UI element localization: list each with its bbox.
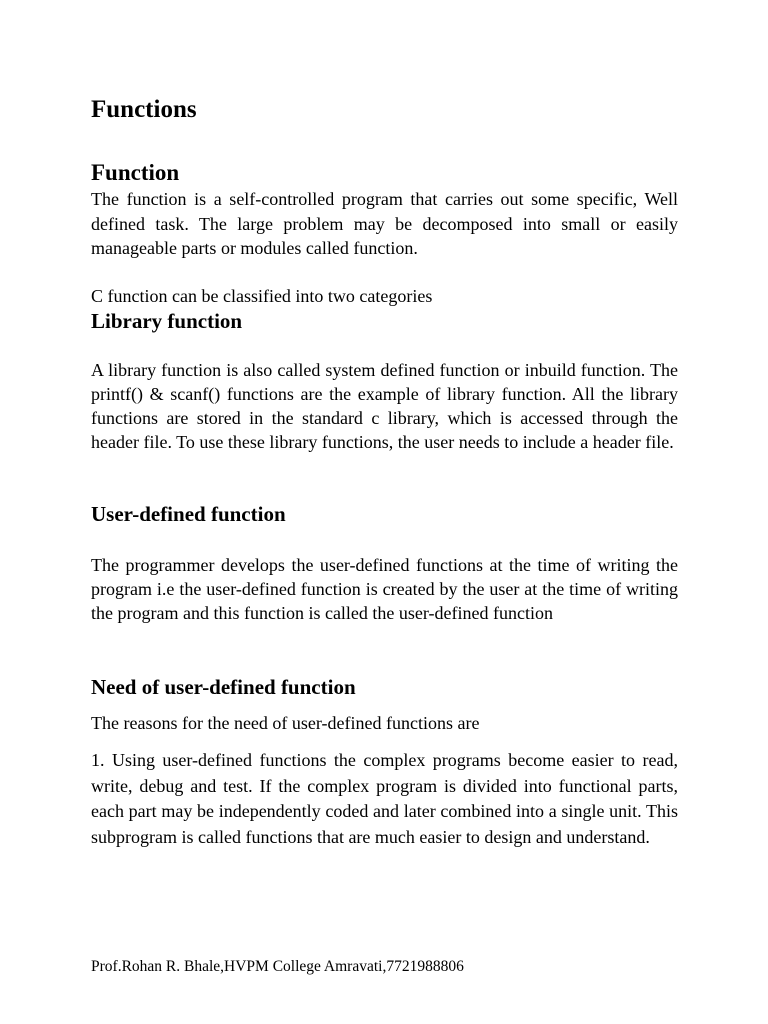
- function-definition-paragraph: The function is a self-controlled program that carries out some specific, Well defined task. The large problem may be decomposed into small or easily manageable parts or modules called function.: [91, 189, 678, 258]
- need-intro-paragraph: The reasons for the need of user-defined functions are: [91, 713, 480, 733]
- categories-note: C function can be classified into two categories: [91, 286, 433, 306]
- document-page: [91, 0, 678, 1024]
- page-footer: Prof.Rohan R. Bhale,HVPM College Amravati,7721988806: [91, 958, 464, 975]
- section-heading-user-defined-function: User-defined function: [91, 502, 286, 526]
- need-point-1-paragraph: 1. Using user-defined functions the complex programs become easier to read, write, debug and test. If the complex program is divided into functional parts, each part may be independently coded and later combined into a single unit. This subprogram is called functions that are much easier to design and understand.: [91, 750, 678, 847]
- library-function-paragraph: A library function is also called system defined function or inbuild function. The printf() & scanf() functions are the example of library function. All the library functions are stored in the standard c library, which is accessed through the header file. To use these library functions, the user needs to include a header file.: [91, 360, 678, 452]
- user-defined-function-paragraph: The programmer develops the user-defined functions at the time of writing the program i.e the user-defined function is created by the user at the time of writing the program and this function is called the user-defined function: [91, 555, 678, 623]
- page-title: Functions: [91, 96, 197, 123]
- section-heading-library-function: Library function: [91, 309, 243, 333]
- section-heading-need-of-user-defined-function: Need of user-defined function: [91, 675, 356, 699]
- section-heading-function: Function: [91, 160, 180, 185]
